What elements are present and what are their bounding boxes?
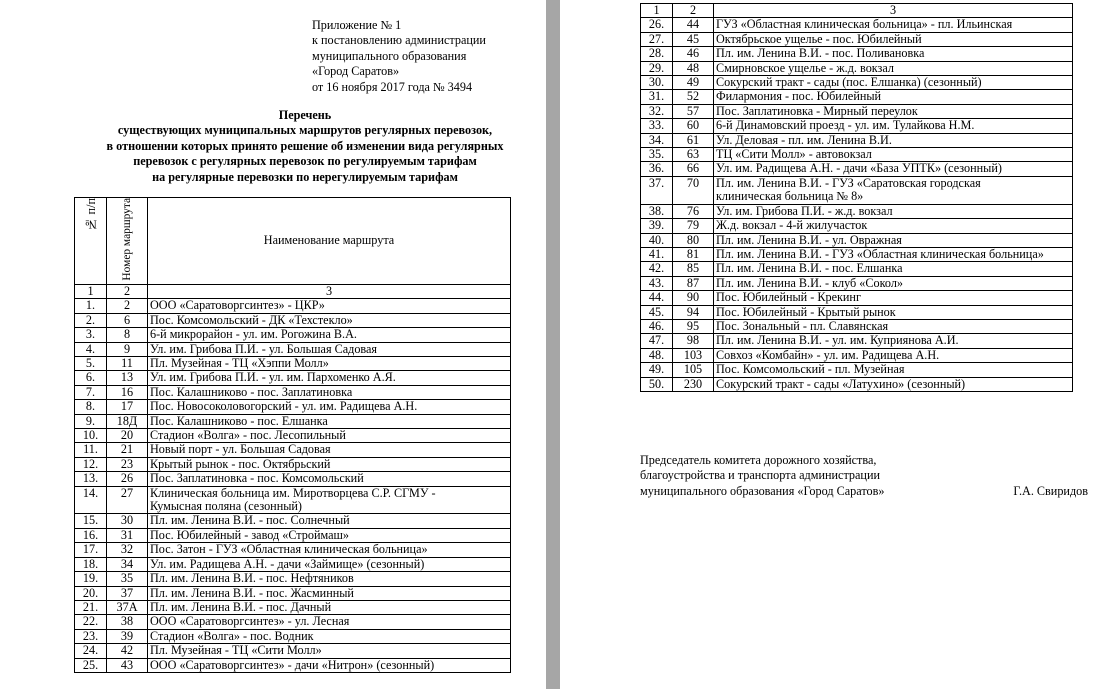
- row-number: 30.: [641, 76, 673, 90]
- row-number: 37.: [641, 176, 673, 204]
- route-name: Пос. Калашниково - пос. Елшанка: [148, 414, 511, 428]
- row-number: 22.: [75, 615, 107, 629]
- route-number: 30: [107, 514, 148, 528]
- route-name: Филармония - пос. Юбилейный: [714, 90, 1073, 104]
- route-name: ООО «Саратоворгсинтез» - ул. Лесная: [148, 615, 511, 629]
- route-number: 42: [107, 644, 148, 658]
- row-number: 31.: [641, 90, 673, 104]
- table-row: [641, 90, 1073, 104]
- row-number: 20.: [75, 586, 107, 600]
- row-number: 11.: [75, 443, 107, 457]
- table-row: [641, 104, 1073, 118]
- row-number: 25.: [75, 658, 107, 672]
- table-row: [75, 429, 511, 443]
- route-number: 98: [673, 334, 714, 348]
- row-number: 12.: [75, 457, 107, 471]
- table-row: [641, 119, 1073, 133]
- table-row: [75, 299, 511, 313]
- route-name: Смирновское ущелье - ж.д. вокзал: [714, 61, 1073, 75]
- route-number: 105: [673, 363, 714, 377]
- table-row: [641, 204, 1073, 218]
- row-number: 50.: [641, 377, 673, 391]
- route-name: Пл. им. Ленина В.И. - ул. им. Куприянова А.И.: [714, 334, 1073, 348]
- table-row: [641, 133, 1073, 147]
- table-row: [641, 334, 1073, 348]
- route-name: Сокурский тракт - сады (пос. Елшанка) (сезонный): [714, 76, 1073, 90]
- route-number: 32: [107, 543, 148, 557]
- row-number: 49.: [641, 363, 673, 377]
- table-row: [75, 486, 511, 514]
- table-row: [641, 348, 1073, 362]
- route-name: Ул. им. Грибова П.И. - ул. Большая Садовая: [148, 342, 511, 356]
- table-row: [75, 472, 511, 486]
- row-number: 41.: [641, 247, 673, 261]
- table-row: [75, 600, 511, 614]
- table-numbering-row: [641, 4, 1073, 18]
- route-name: Ж.д. вокзал - 4-й жилучасток: [714, 219, 1073, 233]
- route-name: Ул. Деловая - пл. им. Ленина В.И.: [714, 133, 1073, 147]
- title-line: перевозок с регулярных перевозок по регулируемым тарифам: [133, 154, 477, 169]
- route-name: 6-й микрорайон - ул. им. Рогожина В.А.: [148, 328, 511, 342]
- row-number: 33.: [641, 119, 673, 133]
- row-number: 39.: [641, 219, 673, 233]
- signatory-name: Г.А. Свиридов: [1013, 483, 1088, 498]
- row-number: 1.: [75, 299, 107, 313]
- route-name: Пос. Затон - ГУЗ «Областная клиническая больница»: [148, 543, 511, 557]
- table-row: [641, 233, 1073, 247]
- row-number: 2.: [75, 313, 107, 327]
- route-number: 8: [107, 328, 148, 342]
- route-number: 49: [673, 76, 714, 90]
- row-number: 6.: [75, 371, 107, 385]
- column-number: 3: [714, 4, 1073, 18]
- route-number: 23: [107, 457, 148, 471]
- table-row: [75, 328, 511, 342]
- row-number: 17.: [75, 543, 107, 557]
- row-number: 19.: [75, 572, 107, 586]
- route-number: 48: [673, 61, 714, 75]
- document-title: [40, 108, 546, 185]
- row-number: 13.: [75, 472, 107, 486]
- route-name: Стадион «Волга» - пос. Лесопильный: [148, 429, 511, 443]
- row-number: 46.: [641, 319, 673, 333]
- route-number: 79: [673, 219, 714, 233]
- row-number: 18.: [75, 557, 107, 571]
- route-number: 26: [107, 472, 148, 486]
- table-row: [75, 586, 511, 600]
- route-name: Ул. им. Радищева А.Н. - дачи «Займище» (сезонный): [148, 557, 511, 571]
- table-row: [641, 291, 1073, 305]
- route-number: 34: [107, 557, 148, 571]
- row-number: 42.: [641, 262, 673, 276]
- title-line: на регулярные перевозки по нерегулируемым тарифам: [152, 169, 458, 184]
- route-number: 13: [107, 371, 148, 385]
- route-number: 61: [673, 133, 714, 147]
- table-row: [641, 18, 1073, 32]
- route-number: 70: [673, 176, 714, 204]
- table-row: [641, 176, 1073, 204]
- row-number: 15.: [75, 514, 107, 528]
- header-line: Приложение № 1: [312, 18, 402, 32]
- route-name: Пл. им. Ленина В.И. - пос. Поливановка: [714, 47, 1073, 61]
- route-name: Пос. Калашниково - пос. Заплатиновка: [148, 385, 511, 399]
- table-row: [75, 371, 511, 385]
- table-header-row: [75, 198, 511, 285]
- route-name: Пл. им. Ленина В.И. - ГУЗ «Саратовская городская клиническая больница № 8»: [714, 176, 1073, 204]
- table-row: [75, 313, 511, 327]
- route-number: 80: [673, 233, 714, 247]
- route-name: 6-й Динамовский проезд - ул. им. Тулайкова Н.М.: [714, 119, 1073, 133]
- route-number: 37А: [107, 600, 148, 614]
- route-name: Пос. Зональный - пл. Славянская: [714, 319, 1073, 333]
- route-number: 230: [673, 377, 714, 391]
- table-row: [641, 377, 1073, 391]
- signature-line: Председатель комитета дорожного хозяйства,: [640, 453, 877, 467]
- header-cell-route: [107, 198, 148, 285]
- route-number: 35: [107, 572, 148, 586]
- table-row: [75, 629, 511, 643]
- row-number: 44.: [641, 291, 673, 305]
- route-name: Пл. им. Ленина В.И. - пос. Елшанка: [714, 262, 1073, 276]
- table-numbering-row: [75, 284, 511, 298]
- route-name: Пос. Заплатиновка - Мирный переулок: [714, 104, 1073, 118]
- title-line: в отношении которых принято решение об изменении вида регулярных: [106, 138, 504, 153]
- column-number: 1: [641, 4, 673, 18]
- title-line: Перечень: [278, 108, 332, 122]
- route-number: 46: [673, 47, 714, 61]
- table-row: [75, 342, 511, 356]
- route-name: ООО «Саратоворгсинтез» - дачи «Нитрон» (сезонный): [148, 658, 511, 672]
- route-number: 103: [673, 348, 714, 362]
- row-number: 4.: [75, 342, 107, 356]
- route-number: 2: [107, 299, 148, 313]
- route-name: Пл. им. Ленина В.И. - пос. Нефтяников: [148, 572, 511, 586]
- table-row: [75, 514, 511, 528]
- route-number: 18Д: [107, 414, 148, 428]
- route-name: Пл. им. Ленина В.И. - пос. Жасминный: [148, 586, 511, 600]
- document-page-right: [560, 0, 1113, 689]
- route-number: 17: [107, 400, 148, 414]
- table-row: [75, 644, 511, 658]
- route-name: Пл. им. Ленина В.И. - клуб «Сокол»: [714, 276, 1073, 290]
- row-number: 32.: [641, 104, 673, 118]
- table-row: [641, 47, 1073, 61]
- route-name: Пл. им. Ленина В.И. - пос. Дачный: [148, 600, 511, 614]
- route-name: Сокурский тракт - сады «Латухино» (сезонный): [714, 377, 1073, 391]
- route-number: 44: [673, 18, 714, 32]
- route-name: ТЦ «Сити Молл» - автовокзал: [714, 148, 1073, 162]
- row-number: 35.: [641, 148, 673, 162]
- row-number: 8.: [75, 400, 107, 414]
- route-name: Пос. Комсомольский - ДК «Техстекло»: [148, 313, 511, 327]
- route-number: 31: [107, 528, 148, 542]
- route-number: 81: [673, 247, 714, 261]
- route-number: 16: [107, 385, 148, 399]
- row-number: 23.: [75, 629, 107, 643]
- route-name: Пл. им. Ленина В.И. - ул. Овражная: [714, 233, 1073, 247]
- route-number: 27: [107, 486, 148, 514]
- routes-table-right: [640, 3, 1073, 392]
- route-number: 66: [673, 162, 714, 176]
- row-number: 38.: [641, 204, 673, 218]
- header-line: от 16 ноября 2017 года № 3494: [312, 79, 473, 94]
- row-number: 7.: [75, 385, 107, 399]
- row-number: 21.: [75, 600, 107, 614]
- route-name: Клиническая больница им. Миротворцева С.Р. СГМУ - Кумысная поляна (сезонный): [148, 486, 511, 514]
- table-row: [641, 319, 1073, 333]
- route-number: 6: [107, 313, 148, 327]
- route-name: Ул. им. Радищева А.Н. - дачи «База УПТК» (сезонный): [714, 162, 1073, 176]
- column-number: 3: [148, 284, 511, 298]
- row-number: 24.: [75, 644, 107, 658]
- table-row: [641, 148, 1073, 162]
- route-name: Пл. Музейная - ТЦ «Сити Молл»: [148, 644, 511, 658]
- route-number: 11: [107, 357, 148, 371]
- table-row: [641, 76, 1073, 90]
- route-number: 38: [107, 615, 148, 629]
- table-row: [75, 385, 511, 399]
- route-name: ООО «Саратоворгсинтез» - ЦКР»: [148, 299, 511, 313]
- route-number: 63: [673, 148, 714, 162]
- route-name: Новый порт - ул. Большая Садовая: [148, 443, 511, 457]
- route-name: Пл. Музейная - ТЦ «Хэппи Молл»: [148, 357, 511, 371]
- table-row: [641, 61, 1073, 75]
- header-cell-name: Наименование маршрута: [148, 198, 511, 285]
- row-number: 9.: [75, 414, 107, 428]
- route-number: 9: [107, 342, 148, 356]
- row-number: 10.: [75, 429, 107, 443]
- header-label: Номер маршрута: [121, 198, 133, 281]
- route-number: 45: [673, 32, 714, 46]
- table-row: [75, 615, 511, 629]
- row-number: 47.: [641, 334, 673, 348]
- route-name: ГУЗ «Областная клиническая больница» - пл. Ильинская: [714, 18, 1073, 32]
- appendix-header: [312, 18, 486, 95]
- route-number: 76: [673, 204, 714, 218]
- route-name: Пл. им. Ленина В.И. - пос. Солнечный: [148, 514, 511, 528]
- table-row: [641, 162, 1073, 176]
- table-row: [75, 400, 511, 414]
- row-number: 29.: [641, 61, 673, 75]
- route-name: Стадион «Волга» - пос. Водник: [148, 629, 511, 643]
- row-number: 48.: [641, 348, 673, 362]
- routes-table-left: [74, 197, 511, 673]
- route-name: Пос. Заплатиновка - пос. Комсомольский: [148, 472, 511, 486]
- route-number: 90: [673, 291, 714, 305]
- signature-line: муниципального образования «Город Саратов»: [640, 483, 885, 498]
- row-number: 14.: [75, 486, 107, 514]
- route-number: 94: [673, 305, 714, 319]
- route-number: 87: [673, 276, 714, 290]
- route-number: 21: [107, 443, 148, 457]
- route-name: Крытый рынок - пос. Октябрьский: [148, 457, 511, 471]
- route-number: 52: [673, 90, 714, 104]
- row-number: 45.: [641, 305, 673, 319]
- table-row: [75, 414, 511, 428]
- route-name: Пос. Комсомольский - пл. Музейная: [714, 363, 1073, 377]
- column-number: 2: [107, 284, 148, 298]
- table-row: [641, 219, 1073, 233]
- header-label: № п/п: [83, 198, 98, 232]
- route-number: 37: [107, 586, 148, 600]
- row-number: 27.: [641, 32, 673, 46]
- row-number: 43.: [641, 276, 673, 290]
- signature-line: благоустройства и транспорта администрации: [640, 468, 880, 483]
- column-number: 2: [673, 4, 714, 18]
- table-row: [75, 528, 511, 542]
- table-row: [75, 457, 511, 471]
- route-name: Ул. им. Грибова П.И. - ж.д. вокзал: [714, 204, 1073, 218]
- table-row: [75, 557, 511, 571]
- table-row: [75, 658, 511, 672]
- row-number: 26.: [641, 18, 673, 32]
- row-number: 5.: [75, 357, 107, 371]
- route-name: Октябрьское ущелье - пос. Юбилейный: [714, 32, 1073, 46]
- route-number: 43: [107, 658, 148, 672]
- route-name: Ул. им. Грибова П.И. - ул. им. Пархоменко А.Я.: [148, 371, 511, 385]
- row-number: 36.: [641, 162, 673, 176]
- document-page-left: [0, 0, 546, 689]
- route-number: 95: [673, 319, 714, 333]
- route-number: 39: [107, 629, 148, 643]
- route-name: Совхоз «Комбайн» - ул. им. Радищева А.Н.: [714, 348, 1073, 362]
- table-row: [641, 32, 1073, 46]
- table-row: [75, 443, 511, 457]
- route-name: Пос. Юбилейный - завод «Строймаш»: [148, 528, 511, 542]
- row-number: 28.: [641, 47, 673, 61]
- header-line: к постановлению администрации: [312, 33, 486, 48]
- route-number: 20: [107, 429, 148, 443]
- row-number: 40.: [641, 233, 673, 247]
- route-name: Пос. Юбилейный - Крытый рынок: [714, 305, 1073, 319]
- route-number: 85: [673, 262, 714, 276]
- header-cell-number: [75, 198, 107, 285]
- table-row: [75, 572, 511, 586]
- table-row: [641, 247, 1073, 261]
- table-row: [641, 305, 1073, 319]
- title-line: существующих муниципальных маршрутов регулярных перевозок,: [117, 123, 493, 138]
- row-number: 3.: [75, 328, 107, 342]
- route-number: 60: [673, 119, 714, 133]
- route-name: Пос. Новосоколовогорский - ул. им. Радищева А.Н.: [148, 400, 511, 414]
- table-row: [641, 363, 1073, 377]
- table-row: [641, 262, 1073, 276]
- route-name: Пл. им. Ленина В.И. - ГУЗ «Областная клиническая больница»: [714, 247, 1073, 261]
- row-number: 34.: [641, 133, 673, 147]
- row-number: 16.: [75, 528, 107, 542]
- header-line: «Город Саратов»: [312, 64, 400, 79]
- route-number: 57: [673, 104, 714, 118]
- column-number: 1: [75, 284, 107, 298]
- table-row: [75, 543, 511, 557]
- route-name: Пос. Юбилейный - Крекинг: [714, 291, 1073, 305]
- signature-block: [640, 453, 1088, 499]
- header-line: муниципального образования: [312, 48, 467, 63]
- table-row: [641, 276, 1073, 290]
- table-row: [75, 357, 511, 371]
